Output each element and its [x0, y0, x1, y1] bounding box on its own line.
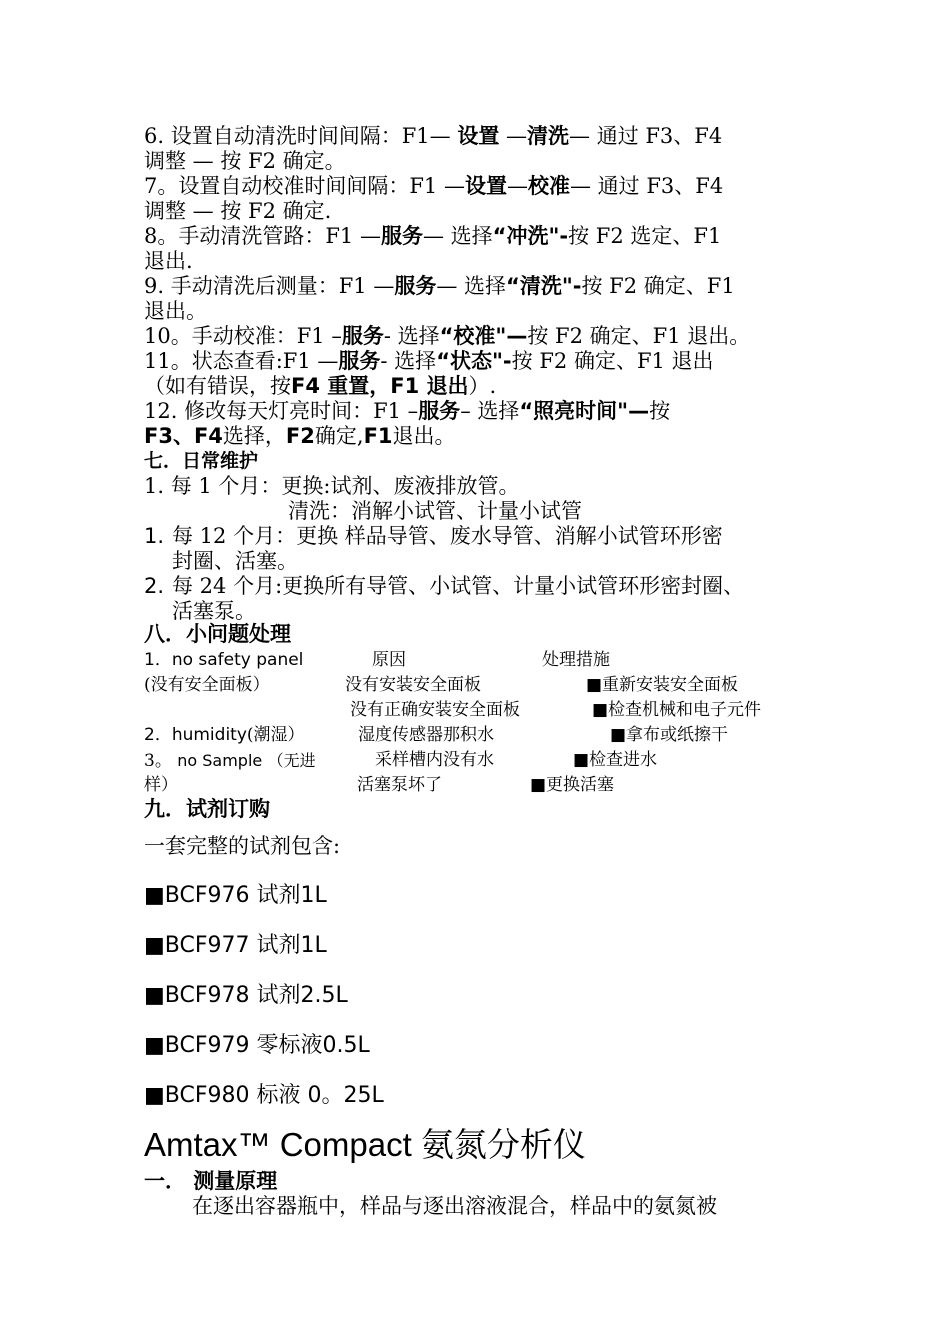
reagent-item: ■BCF979 零标液0.5L — [144, 1033, 370, 1058]
text: 按 — [649, 399, 671, 423]
step-6-line-1 — [144, 124, 722, 149]
menu-calibrate: 校准 — [527, 174, 570, 198]
problem-3 — [144, 748, 316, 774]
menu-service: 服务 — [394, 274, 437, 298]
text: (潮湿） — [246, 725, 305, 745]
text: 按 F2 选定、F1 — [568, 224, 722, 248]
text: 按 F2 确定、F1 退出。 — [527, 324, 751, 348]
maintenance-monthly: 1. 每 1 个月：更换:试剂、废液排放管。 — [144, 474, 520, 498]
step-11-line-1 — [144, 349, 714, 374]
section-9-heading: 九．试剂订购 — [144, 797, 270, 821]
reset-hint: F4 重置，F1 退出 — [291, 374, 469, 398]
amtax-title: Amtax™ Compact 氨氮分析仪 — [144, 1126, 586, 1163]
maintenance-12-months-cont: 封圈、活塞。 — [172, 549, 298, 573]
maintenance-24-months-cont: 活塞泵。 — [172, 599, 256, 623]
text: 9. 手动清洗后测量：F1 — — [144, 274, 395, 298]
text: ）. — [468, 374, 497, 398]
action-text: ■更换活塞 — [530, 775, 615, 795]
text: 确定, — [314, 424, 364, 448]
list-number: 2. — [144, 574, 165, 598]
text: - 选择 — [383, 324, 440, 348]
section-8-heading: 八．小问题处理 — [144, 622, 291, 646]
text: no Sample — [177, 751, 263, 770]
menu-service: 服务 — [341, 324, 384, 348]
option-status: “状态"- — [436, 349, 512, 373]
text: 8。手动清洗管路：F1 — — [144, 224, 381, 248]
step-6-line-2: 调整 — 按 F2 确定。 — [144, 149, 346, 173]
text: — — [499, 124, 528, 148]
text: 11。状态查看:F1 — — [144, 349, 339, 373]
key-f3-f4: F3、F4 — [144, 424, 223, 448]
text: 3。 — [144, 751, 172, 771]
key-f2: F2 — [285, 424, 315, 448]
step-12-line-1 — [144, 399, 670, 424]
menu-wash: 清洗 — [527, 124, 570, 148]
text: 2．humidity — [144, 725, 247, 745]
text: — 通过 F3、F4 — [569, 124, 723, 148]
list-number: 1. — [144, 524, 165, 548]
column-header-cause: 原因 — [372, 650, 406, 670]
reagent-item: ■BCF977 试剂1L — [144, 933, 327, 958]
action-text: ■检查进水 — [573, 750, 658, 770]
step-7-line-2: 调整 — 按 F2 确定. — [144, 199, 332, 223]
step-9-line-2: 退出。 — [144, 299, 207, 323]
cause-text: 没有正确安装安全面板 — [350, 700, 520, 720]
step-10-line — [144, 324, 750, 349]
reagent-intro: 一套完整的试剂包含: — [144, 834, 341, 858]
action-text: ■检查机械和电子元件 — [592, 700, 762, 720]
text: （无进 — [267, 751, 316, 770]
problem-1-desc: (没有安全面板） — [144, 675, 270, 695]
key-f1: F1 — [363, 424, 393, 448]
maintenance-12-months: 每 12 个月：更换 样品导管、废水导管、消解小试管环形密 — [172, 524, 723, 548]
option-light-time: “照亮时间"— — [519, 399, 650, 423]
amtax-paragraph: 在逐出容器瓶中，样品与逐出溶液混合，样品中的氨氮被 — [192, 1194, 717, 1218]
column-header-action: 处理措施 — [542, 650, 610, 670]
reagent-item: ■BCF980 标液 0。25L — [144, 1083, 384, 1108]
step-8-line-2: 退出. — [144, 249, 193, 273]
text: 6. 设置自动清洗时间间隔：F1— — [144, 124, 458, 148]
amtax-section-1-heading: 一． 测量原理 — [144, 1169, 278, 1193]
problem-1: 1．no safety panel — [144, 650, 304, 670]
text: - 选择 — [380, 349, 437, 373]
problem-3-cont: 样） — [144, 775, 178, 795]
text: 10。手动校准：F1 – — [144, 324, 342, 348]
option-flush: “冲洗"- — [492, 224, 569, 248]
text: 按 F2 确定、F1 — [581, 274, 735, 298]
cause-text: 采样槽内没有水 — [375, 750, 494, 770]
step-8-line-1 — [144, 224, 721, 249]
text: — 选择 — [422, 224, 493, 248]
step-9-line-1 — [144, 274, 735, 299]
menu-service: 服务 — [380, 224, 423, 248]
text: 12. 修改每天灯亮时间：F1 – — [144, 399, 419, 423]
text: （如有错误，按 — [144, 374, 291, 398]
menu-service: 服务 — [338, 349, 381, 373]
reagent-item: ■BCF976 试剂1L — [144, 883, 327, 908]
option-calibrate: “校准"— — [439, 324, 528, 348]
problem-2 — [144, 723, 305, 748]
text: 7。设置自动校准时间间隔：F1 — — [144, 174, 465, 198]
text: – 选择 — [460, 399, 520, 423]
section-7-heading: 七．日常维护 — [144, 450, 259, 472]
text: — 通过 F3、F4 — [569, 174, 724, 198]
action-text: ■拿布或纸擦干 — [610, 725, 729, 745]
option-clean: “清洗"- — [506, 274, 582, 298]
step-11-line-2 — [144, 374, 496, 399]
text: 按 F2 确定、F1 退出 — [511, 349, 714, 373]
text: — 选择 — [436, 274, 507, 298]
text: — — [506, 174, 528, 198]
cause-text: 没有安装安全面板 — [345, 675, 481, 695]
step-12-line-2 — [144, 424, 456, 449]
maintenance-monthly-clean: 清洗：消解小试管、计量小试管 — [288, 499, 582, 523]
menu-settings: 设置 — [464, 174, 507, 198]
maintenance-24-months: 每 24 个月:更换所有导管、小试管、计量小试管环形密封圈、 — [172, 574, 745, 598]
cause-text: 活塞泵坏了 — [357, 775, 442, 795]
menu-settings: 设置 — [457, 124, 500, 148]
cause-text: 湿度传感器那积水 — [358, 725, 494, 745]
action-text: ■重新安装安全面板 — [586, 675, 739, 695]
menu-service: 服务 — [418, 399, 461, 423]
text: 选择， — [222, 424, 286, 448]
reagent-item: ■BCF978 试剂2.5L — [144, 983, 348, 1008]
step-7-line-1 — [144, 174, 723, 199]
text: 退出。 — [392, 424, 456, 448]
